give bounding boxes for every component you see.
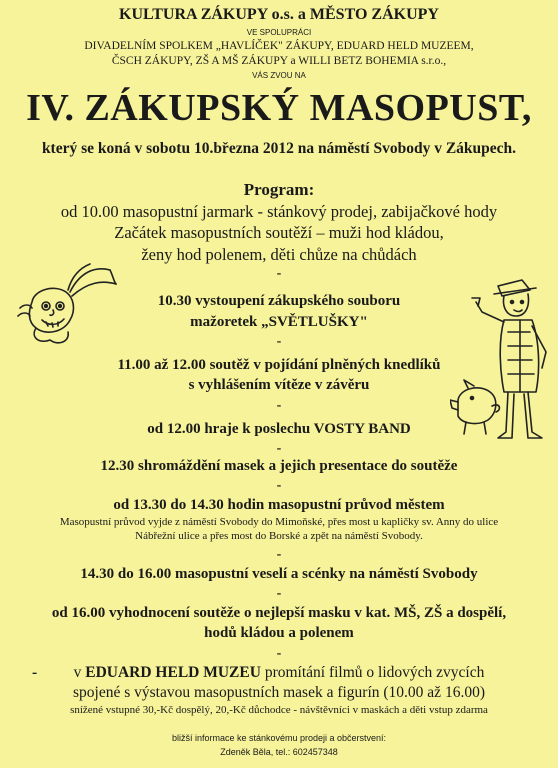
program-item-evaluation-1: od 16.00 vyhodnocení soutěže o nejlepší masku v kat. MŠ, ZŠ a dospělí,	[51, 605, 507, 621]
organizers-line: KULTURA ZÁKUPY o.s. a MĚSTO ZÁKUPY	[119, 6, 439, 23]
separator: -	[276, 646, 282, 661]
invite-label: VÁS ZVOU NA	[252, 71, 306, 80]
separator: -	[276, 266, 282, 281]
program-item-museum-1	[0, 664, 558, 682]
separator: -	[276, 334, 282, 349]
museum-rest: promítání filmů o lidových zvycích	[260, 664, 485, 681]
program-item-majorettes-1: 10.30 vystoupení zákupského souboru	[157, 293, 401, 309]
program-line-3: ženy hod polenem, děti chůze na chůdách	[141, 245, 417, 264]
program-item-evaluation-2: hodů kládou a polenem	[204, 625, 354, 641]
dash-marker: -	[32, 664, 38, 681]
program-heading: Program:	[243, 180, 315, 199]
program-item-majorettes-2: mažoretek „SVĚTLUŠKY"	[190, 314, 368, 330]
separator: -	[276, 478, 282, 493]
separator: -	[276, 547, 282, 562]
program-item-band: od 12.00 hraje k poslechu VOSTY BAND	[147, 421, 411, 437]
partners-line-2: ČSCH ZÁKUPY, ZŠ A MŠ ZÁKUPY a WILLI BETZ BOHEMIA s.r.o.,	[111, 55, 447, 67]
partners-line-1: DIVADELNÍM SPOLKEM „HAVLÍČEK" ZÁKUPY, EDUARD HELD MUZEEM,	[84, 40, 474, 52]
separator: -	[276, 398, 282, 413]
program-line-2: Začátek masopustních soutěží – muži hod kládou,	[114, 223, 444, 242]
cooperation-label: VE SPOLUPRÁCI	[246, 28, 312, 37]
program-item-masks: 12.30 shromáždění masek a jejich presentace do soutěže	[100, 458, 458, 474]
program-item-parade: od 13.30 do 14.30 hodin masopustní průvod městem	[113, 497, 445, 513]
program-line-1: od 10.00 masopustní jarmark - stánkový prodej, zabijačkové hody	[60, 202, 498, 221]
parade-route-2: Nábřežní ulice a přes most do Borské a zpět na náměstí Svobody.	[135, 530, 423, 542]
museum-name: EDUARD HELD MUZEU	[85, 664, 261, 681]
program-item-fun: 14.30 do 16.00 masopustní veselí a scénky na náměstí Svobody	[80, 566, 478, 582]
museum-admission: snížené vstupné 30,-Kč dospělý, 20,-Kč důchodce - návštěvníci v maskách a děti vstup zdarma	[70, 704, 488, 716]
farmer-pig-illustration	[450, 272, 554, 448]
program-item-museum-2: spojené s výstavou masopustních masek a figurín (10.00 až 16.00)	[73, 684, 485, 701]
event-subtitle: který se koná v sobotu 10.března 2012 na náměstí Svobody v Zákupech.	[41, 140, 517, 157]
footer-contact: Zdeněk Běla, tel.: 602457348	[220, 747, 338, 757]
parade-route-1: Masopustní průvod vyjde z náměstí Svobody do Mimoňské, přes most u kapličky sv. Anny do ulice	[59, 516, 499, 528]
program-item-dumplings-1: 11.00 až 12.00 soutěž v pojídání plněných knedlíků	[117, 357, 441, 373]
museum-prefix: v	[73, 664, 86, 681]
footer-info: bližší informace ke stánkovému prodeji a občerstvení:	[171, 733, 387, 743]
event-title: IV. ZÁKUPSKÝ MASOPUST,	[26, 87, 532, 129]
separator: -	[276, 586, 282, 601]
program-item-dumplings-2: s vyhlášením vítěze v závěru	[188, 377, 370, 393]
separator: -	[276, 441, 282, 456]
clown-illustration	[10, 262, 122, 352]
